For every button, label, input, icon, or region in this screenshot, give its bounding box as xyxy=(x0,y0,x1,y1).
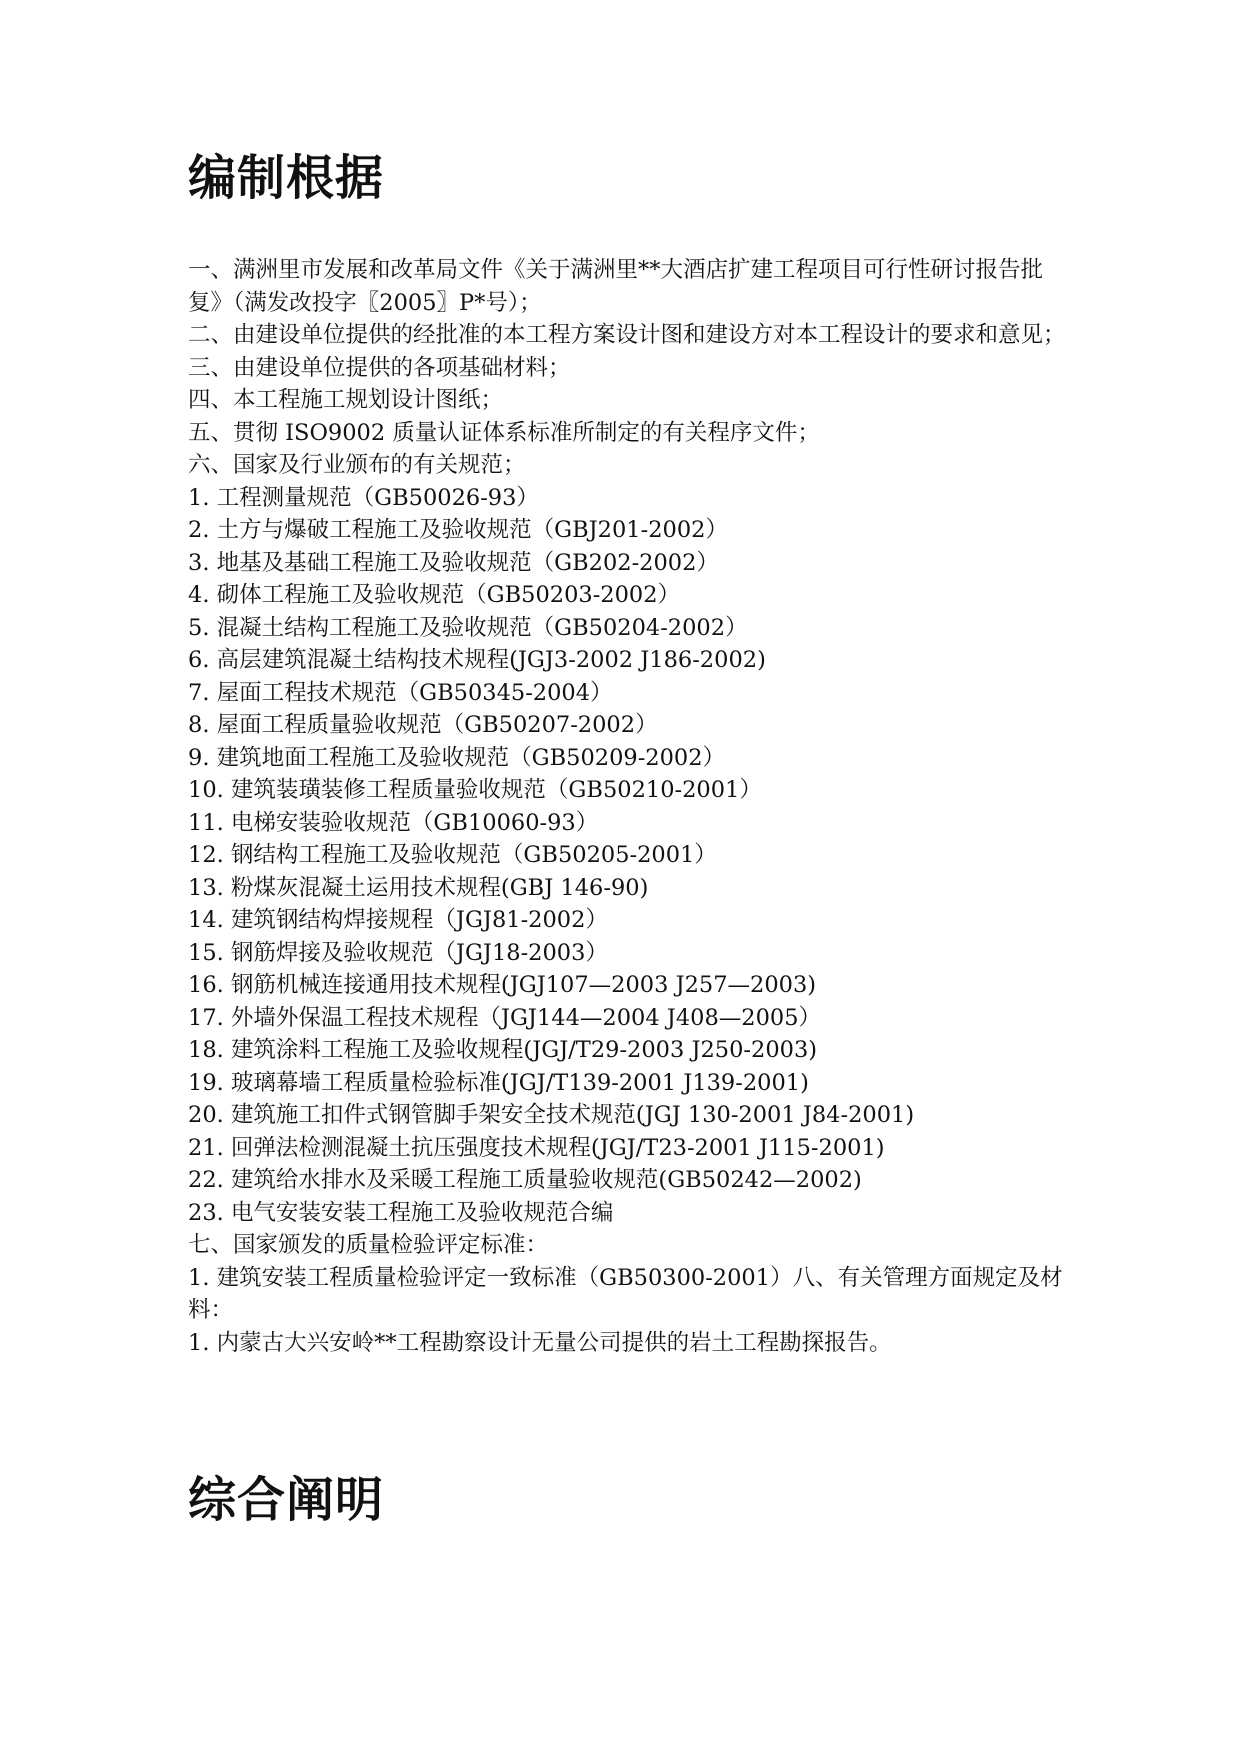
list-item: 1. 内蒙古大兴安岭**工程勘察设计无量公司提供的岩土工程勘探报告。 xyxy=(188,1329,892,1356)
list-item: 21. 回弹法检测混凝土抗压强度技术规程(JGJ/T23-2001 J115-2001) xyxy=(188,1134,885,1161)
list-item: 20. 建筑施工扣件式钢管脚手架安全技术规范(JGJ 130-2001 J84-2001) xyxy=(188,1102,915,1128)
section-heading-overview: 综合阐明 xyxy=(188,1472,385,1528)
list-item: 18. 建筑涂料工程施工及验收规程(JGJ/T29-2003 J250-2003) xyxy=(188,1037,818,1063)
paragraph: 七、国家颁发的质量检验评定标准： xyxy=(188,1232,549,1258)
list-item: 13. 粉煤灰混凝土运用技术规程(GBJ 146-90) xyxy=(188,874,649,901)
list-item: 2. 土方与爆破工程施工及验收规范（GBJ201-2002） xyxy=(188,517,728,543)
list-item: 16. 钢筋机械连接通用技术规程(JGJ107—2003 J257—2003) xyxy=(188,972,817,998)
list-item: 5. 混凝土结构工程施工及验收规范（GB50204-2002） xyxy=(188,614,748,641)
list-item: 9. 建筑地面工程施工及验收规范（GB50209-2002） xyxy=(188,744,726,771)
list-item: 14. 建筑钢结构焊接规程（JGJ81-2002） xyxy=(188,907,608,933)
list-item: 10. 建筑装璜装修工程质量验收规范（GB50210-2001） xyxy=(188,777,762,803)
paragraph: 五、贯彻 ISO9002 质量认证体系标准所制定的有关程序文件； xyxy=(188,419,820,446)
paragraph: 四、本工程施工规划设计图纸； xyxy=(188,387,504,413)
section-heading-basis: 编制根据 xyxy=(188,150,385,206)
list-item: 11. 电梯安装验收规范（GB10060-93） xyxy=(188,809,599,836)
list-item: 19. 玻璃幕墙工程质量检验标准(JGJ/T139-2001 J139-2001) xyxy=(188,1069,809,1096)
list-item: 17. 外墙外保温工程技术规程（JGJ144—2004 J408—2005） xyxy=(188,1004,822,1031)
paragraph: 六、国家及行业颁布的有关规范； xyxy=(188,452,526,478)
list-item: 23. 电气安装安装工程施工及验收规范合编 xyxy=(188,1199,614,1226)
paragraph: 二、由建设单位提供的经批准的本工程方案设计图和建设方对本工程设计的要求和意见； xyxy=(188,322,1066,348)
list-item: 8. 屋面工程质量验收规范（GB50207-2002） xyxy=(188,712,658,738)
list-item: 7. 屋面工程技术规范（GB50345-2004） xyxy=(188,679,613,706)
paragraph: 三、由建设单位提供的各项基础材料； xyxy=(188,354,571,381)
paragraph: 一、满洲里市发展和改革局文件《关于满洲里**大酒店扩建工程项目可行性研讨报告批复》（满发改投字〖2005〗P*号）； xyxy=(188,257,1044,316)
list-item: 22. 建筑给水排水及采暖工程施工质量验收规范(GB50242—2002) xyxy=(188,1167,862,1193)
list-item: 6. 高层建筑混凝土结构技术规程(JGJ3-2002 J186-2002) xyxy=(188,647,766,673)
list-item: 1. 建筑安装工程质量检验评定一致标准（GB50300-2001）八、有关管理方面规定及材料： xyxy=(188,1264,1063,1323)
list-item: 12. 钢结构工程施工及验收规范（GB50205-2001） xyxy=(188,842,717,868)
list-item: 3. 地基及基础工程施工及验收规范（GB202-2002） xyxy=(188,549,719,576)
basis-content xyxy=(188,254,1068,1359)
list-item: 1. 工程测量规范（GB50026-93） xyxy=(188,484,539,511)
list-item: 4. 砌体工程施工及验收规范（GB50203-2002） xyxy=(188,582,681,608)
list-item: 15. 钢筋焊接及验收规范（JGJ18-2003） xyxy=(188,939,608,966)
